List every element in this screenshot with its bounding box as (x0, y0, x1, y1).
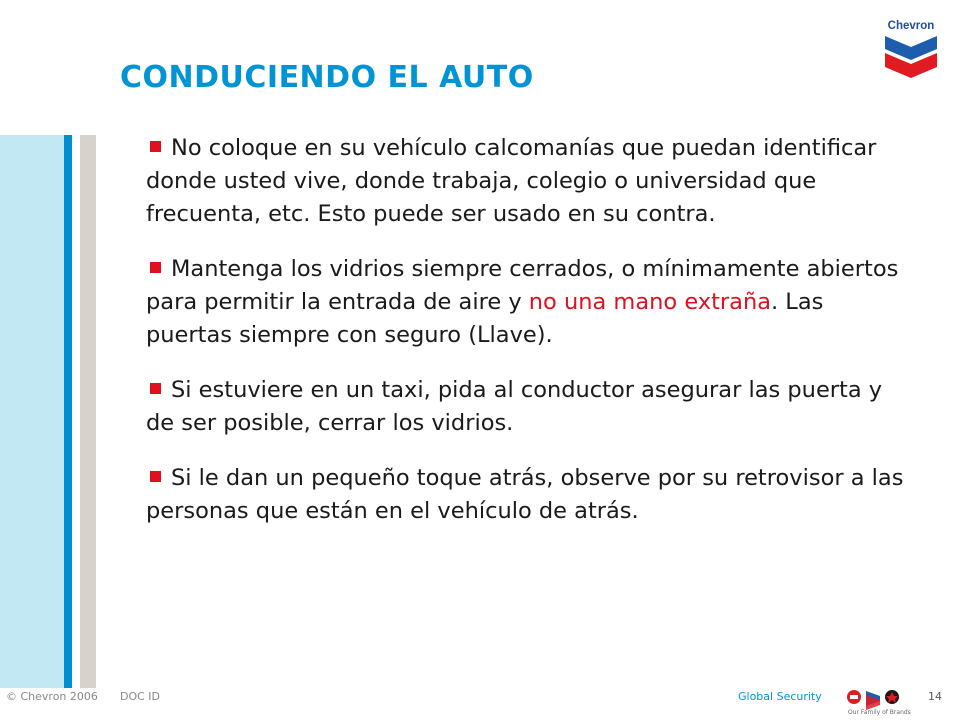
left-decor-gray-stripe (80, 135, 96, 688)
bullet-text: Si estuviere en un taxi, pida al conductor asegurar las puerta y de ser posible, cerrar los vidrios. (146, 377, 883, 436)
footer-copyright: © Chevron 2006 (6, 690, 98, 703)
bullet-highlight-text: no una mano extraña (528, 289, 771, 315)
footer-global-security: Global Security (738, 690, 822, 703)
bullet-text: Si le dan un pequeño toque atrás, observe por su retrovisor a las personas que están en el vehículo de atrás. (146, 465, 904, 524)
slide-title: CONDUCIENDO EL AUTO (120, 60, 534, 95)
footer-doc-id: DOC ID (120, 690, 161, 703)
bullet-item (146, 132, 916, 231)
bullet-square-icon (150, 383, 161, 394)
bullet-text: . Las puertas siempre con seguro (Llave). (146, 289, 824, 348)
bullet-square-icon (150, 471, 161, 482)
bullet-item (146, 374, 916, 440)
bullet-square-icon (150, 141, 161, 152)
page-number: 14 (928, 690, 942, 703)
bullet-item (146, 253, 916, 352)
bullet-text: No coloque en su vehículo calcomanías que puedan identificar donde usted vive, donde trabaja, colegio o universidad que frecuenta, etc. Esto puede ser usado en su contra. (146, 135, 877, 227)
left-decor-blue-stripe (64, 135, 72, 688)
brands-caption: Our Family of Brands (848, 709, 911, 716)
bullet-list (146, 132, 916, 550)
logo-text: Chevron (887, 20, 935, 32)
left-decor-band (0, 135, 64, 688)
bullet-square-icon (150, 262, 161, 273)
bullet-item (146, 462, 916, 528)
bullet-text: Mantenga los vidrios siempre cerrados, o mínimamente abiertos para permitir la entrada de aire y (146, 256, 899, 315)
chevron-logo-icon (882, 18, 940, 82)
